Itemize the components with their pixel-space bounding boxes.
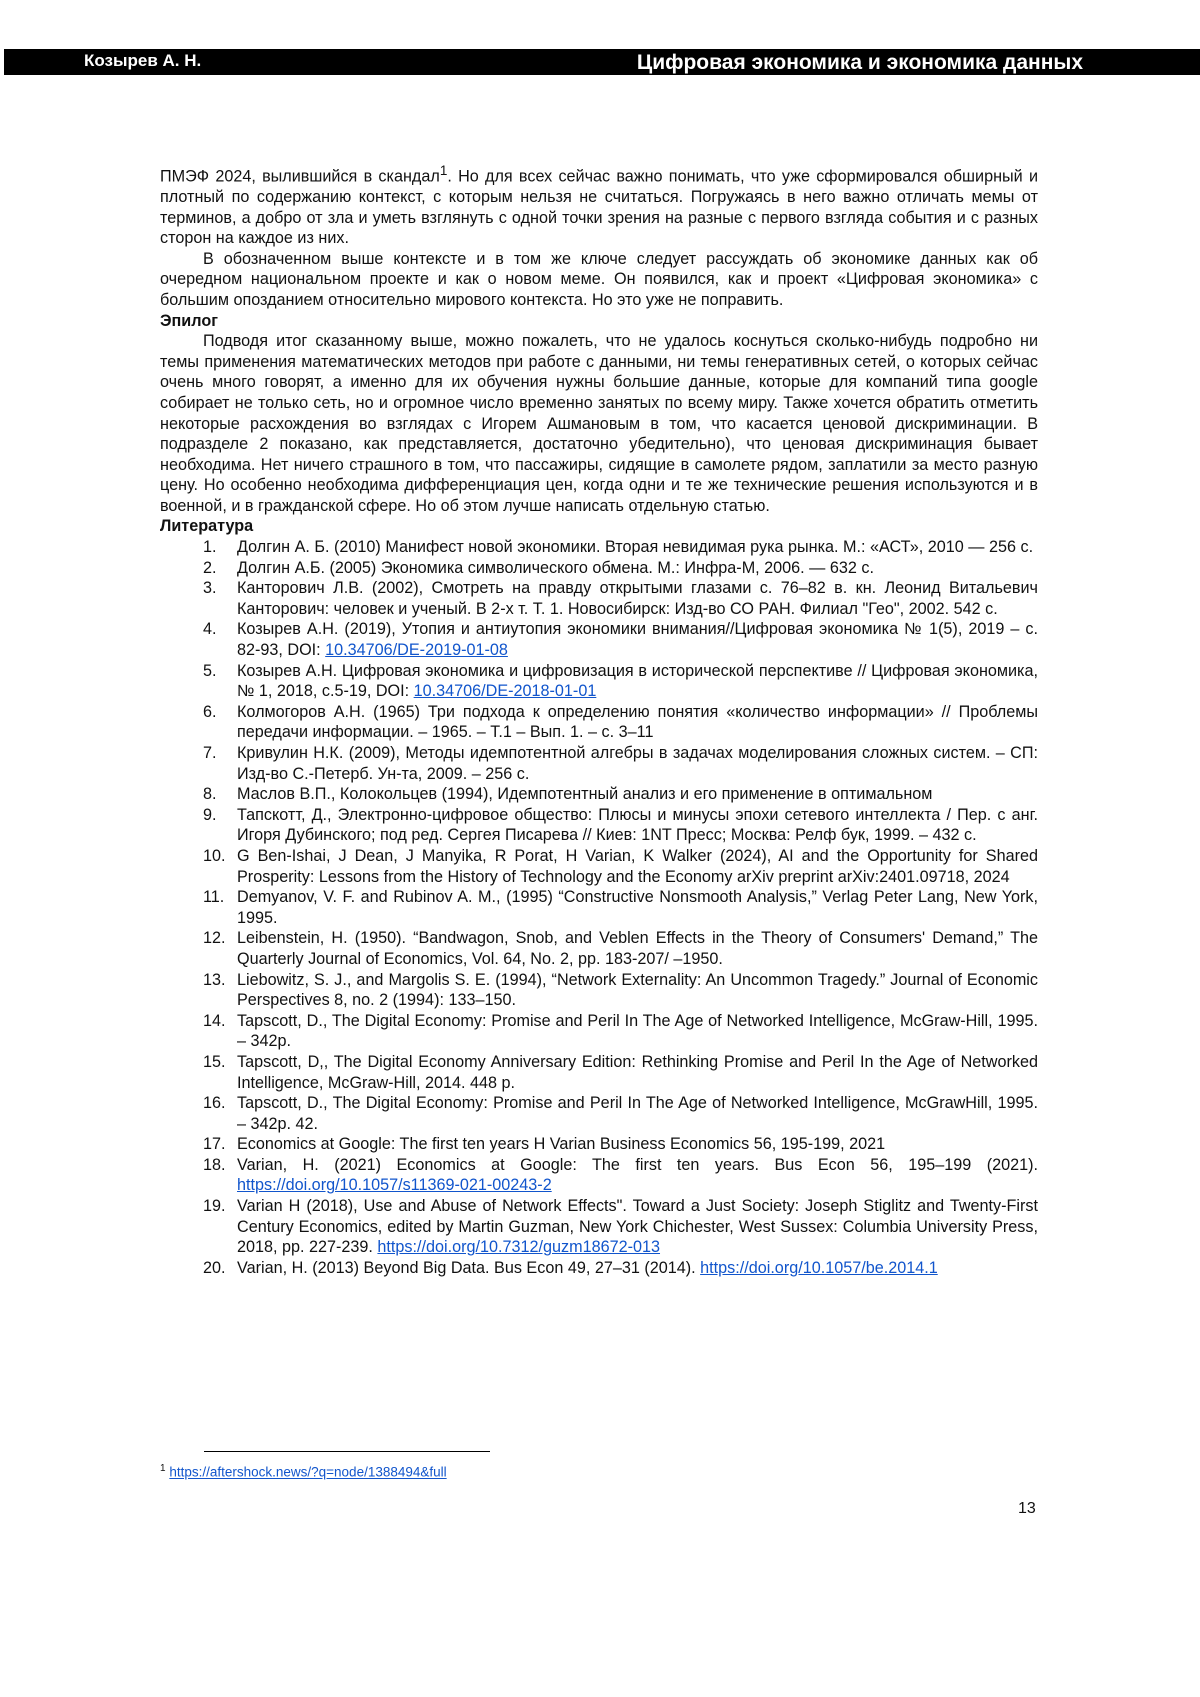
reference-number: 16. [203, 1093, 226, 1114]
reference-item [160, 846, 1038, 887]
reference-item [160, 619, 1038, 660]
reference-item [160, 743, 1038, 784]
header-author: Козырев А. Н. [84, 49, 201, 73]
reference-item [160, 702, 1038, 743]
reference-text: G Ben-Ishai, J Dean, J Manyika, R Porat, H Varian, K Walker (2024), AI and the Opportunity for Shared Prosperity: Lessons from the History of Technology and the Economy arXiv preprint arXiv:2401.09718, 2024 [237, 847, 1038, 886]
reference-number: 13. [203, 970, 226, 991]
references-list [160, 537, 1038, 1278]
reference-number: 9. [203, 805, 217, 826]
epilog-heading: Эпилог [160, 311, 1038, 332]
reference-text: Кривулин Н.К. (2009), Методы идемпотентной алгебры в задачах моделирования сложных систем. – СП: Изд-во С.-Петерб. Ун-та, 2009. – 256 с. [237, 744, 1038, 783]
reference-item [160, 1093, 1038, 1134]
reference-text: Долгин А.Б. (2005) Экономика символического обмена. М.: Инфра-М, 2006. — 632 с. [237, 559, 874, 577]
reference-number: 6. [203, 702, 217, 723]
reference-item [160, 1258, 1038, 1279]
body-paragraph: В обозначенном выше контексте и в том же ключе следует рассуждать об экономике данных как об очередном национальном проекте и как о новом меме. Он появился, как и проект «Цифровая экономика» с большим опозданием относительно мирового контекста. Но это уже не поправить. [160, 249, 1038, 311]
reference-item [160, 970, 1038, 1011]
reference-number: 10. [203, 846, 226, 867]
reference-number: 18. [203, 1155, 226, 1176]
reference-item [160, 1134, 1038, 1155]
reference-link[interactable]: 10.34706/DE-2018-01-01 [414, 682, 597, 700]
reference-item [160, 578, 1038, 619]
reference-link[interactable]: 10.34706/DE-2019-01-08 [325, 641, 508, 659]
footnote-number: 1 [160, 1463, 166, 1474]
reference-item [160, 784, 1038, 805]
reference-link[interactable]: https://doi.org/10.1057/s11369-021-00243-2 [237, 1176, 552, 1194]
reference-item [160, 805, 1038, 846]
reference-item [160, 537, 1038, 558]
reference-number: 4. [203, 619, 217, 640]
reference-number: 19. [203, 1196, 226, 1217]
reference-item [160, 928, 1038, 969]
page-number: 13 [1018, 1500, 1036, 1518]
reference-text: Маслов В.П., Колокольцев (1994), Идемпотентный анализ и его применение в оптимальном [237, 785, 932, 803]
reference-text: Канторович Л.В. (2002), Смотреть на правду открытыми глазами с. 76–82 в. кн. Леонид Витальевич Канторович: человек и ученый. В 2-х т. Т. 1. Новосибирск: Изд-во СО РАН. Филиал "Гео", 2002. 542 с. [237, 579, 1038, 618]
reference-text: Тапскотт, Д., Электронно-цифровое общество: Плюсы и минусы эпохи сетевого интеллекта / Пер. с анг. Игоря Дубинского; под ред. Сергея Писарева // Киев: 1NT Пресс; Москва: Релф бук, 1999. – 432 с. [237, 806, 1038, 845]
reference-text: Колмогоров А.Н. (1965) Три подхода к определению понятия «количество информации» // Проблемы передачи информации. – 1965. – Т.1 – Вып. 1. – с. 3–11 [237, 703, 1038, 742]
reference-text: Varian, H. (2013) Beyond Big Data. Bus Econ 49, 27–31 (2014). [237, 1259, 700, 1277]
reference-text: Demyanov, V. F. and Rubinov A. M., (1995) “Constructive Nonsmooth Analysis,” Verlag Peter Lang, New York, 1995. [237, 888, 1038, 927]
page-content [160, 161, 1038, 1278]
reference-number: 14. [203, 1011, 226, 1032]
reference-number: 3. [203, 578, 217, 599]
reference-text: Tapscott, D., The Digital Economy: Promise and Peril In The Age of Networked Intelligence, McGraw-Hill, 1995. – 342p. [237, 1012, 1038, 1051]
footnote-mark[interactable]: 1 [440, 163, 448, 178]
reference-text: Leibenstein, H. (1950). “Bandwagon, Snob, and Veblen Effects in the Theory of Consumers' Demand,” The Quarterly Journal of Economics, Vol. 64, No. 2, pp. 183-207/ –1950. [237, 929, 1038, 968]
reference-number: 12. [203, 928, 226, 949]
header-journal-title: Цифровая экономика и экономика данных [637, 51, 1083, 75]
reference-item [160, 1052, 1038, 1093]
body-paragraph: ПМЭФ 2024, вылившийся в скандал1. Но для всех сейчас важно понимать, что уже сформировался обширный и плотный по содержанию контекст, с которым нельзя не считаться. Погружаясь в него важно отличать мемы от терминов, а добро от зла и уметь взглянуть с одной точки зрения на разные с первого взгляда события и с разных сторон на каждое из них. [160, 161, 1038, 249]
reference-text: Varian, H. (2021) Economics at Google: The first ten years. Bus Econ 56, 195–199 (2021). [237, 1156, 1038, 1174]
reference-text: Economics at Google: The first ten years H Varian Business Economics 56, 195-199, 2021 [237, 1135, 885, 1153]
reference-number: 20. [203, 1258, 226, 1279]
reference-number: 8. [203, 784, 217, 805]
reference-item [160, 558, 1038, 579]
reference-text: Tapscott, D,, The Digital Economy Anniversary Edition: Rethinking Promise and Peril In the Age of Networked Intelligence, McGraw-Hill, 2014. 448 p. [237, 1053, 1038, 1092]
reference-number: 7. [203, 743, 217, 764]
reference-number: 5. [203, 661, 217, 682]
reference-text: Tapscott, D., The Digital Economy: Promise and Peril In The Age of Networked Intelligence, McGrawHill, 1995. – 342p. 42. [237, 1094, 1038, 1133]
reference-text: Козырев А.Н. Цифровая экономика и цифровизация в исторической перспективе // Цифровая экономика, № 1, 2018, с.5-19, DOI: [237, 662, 1038, 701]
footnote-separator [204, 1451, 490, 1452]
reference-item [160, 1196, 1038, 1258]
reference-number: 17. [203, 1134, 226, 1155]
epilog-paragraph: Подводя итог сказанному выше, можно пожалеть, что не удалось коснуться сколько-нибудь подробно ни темы применения математических методов при работе с данными, ни темы генеративных сетей, о которых сейчас очень много говорят, а именно для их обучения нужны большие данные, которые для компаний типа google собирает не только сеть, но и огромное число временно занятых по всему миру. Также хочется обратить отметить некоторые расхождения во взглядах с Игорем Ашмановым в том, что касается ценовой дискриминации. В подразделе 2 показано, как представляется, достаточно убедительно), что ценовая дискриминация бывает необходима. Нет ничего страшного в том, что пассажиры, сидящие в самолете рядом, заплатили за место разную цену. Но особенно необходима дифференциация цен, когда одни и те же технические решения используются и в военной, и в гражданской сфере. Но об этом лучше написать отдельную статью. [160, 331, 1038, 516]
reference-number: 11. [203, 887, 224, 908]
references-heading: Литература [160, 516, 1038, 537]
reference-text: Varian H (2018), Use and Abuse of Network Effects". Toward a Just Society: Joseph Stiglitz and Twenty-First Century Economics, edited by Martin Guzman, New York Chichester, West Sussex: Columbia University Press, 2018, pp. 227-239. [237, 1197, 1038, 1256]
reference-text: Liebowitz, S. J., and Margolis S. E. (1994), “Network Externality: An Uncommon Tragedy.” Journal of Economic Perspectives 8, no. 2 (1994): 133–150. [237, 971, 1038, 1010]
reference-item [160, 1011, 1038, 1052]
reference-number: 15. [203, 1052, 226, 1073]
reference-number: 1. [203, 537, 217, 558]
reference-item [160, 1155, 1038, 1196]
reference-item [160, 661, 1038, 702]
reference-item [160, 887, 1038, 928]
reference-text: Козырев А.Н. (2019), Утопия и антиутопия экономики внимания//Цифровая экономика № 1(5), 2019 – с. 82-93, DOI: [237, 620, 1038, 659]
reference-number: 2. [203, 558, 217, 579]
running-header [4, 49, 1200, 75]
footnote [160, 1460, 447, 1482]
footnote-link[interactable]: https://aftershock.news/?q=node/1388494&full [169, 1465, 446, 1480]
reference-link[interactable]: https://doi.org/10.1057/be.2014.1 [700, 1259, 938, 1277]
reference-text: Долгин А. Б. (2010) Манифест новой экономики. Вторая невидимая рука рынка. М.: «АСТ», 2010 — 256 с. [237, 538, 1033, 556]
reference-link[interactable]: https://doi.org/10.7312/guzm18672-013 [377, 1238, 660, 1256]
